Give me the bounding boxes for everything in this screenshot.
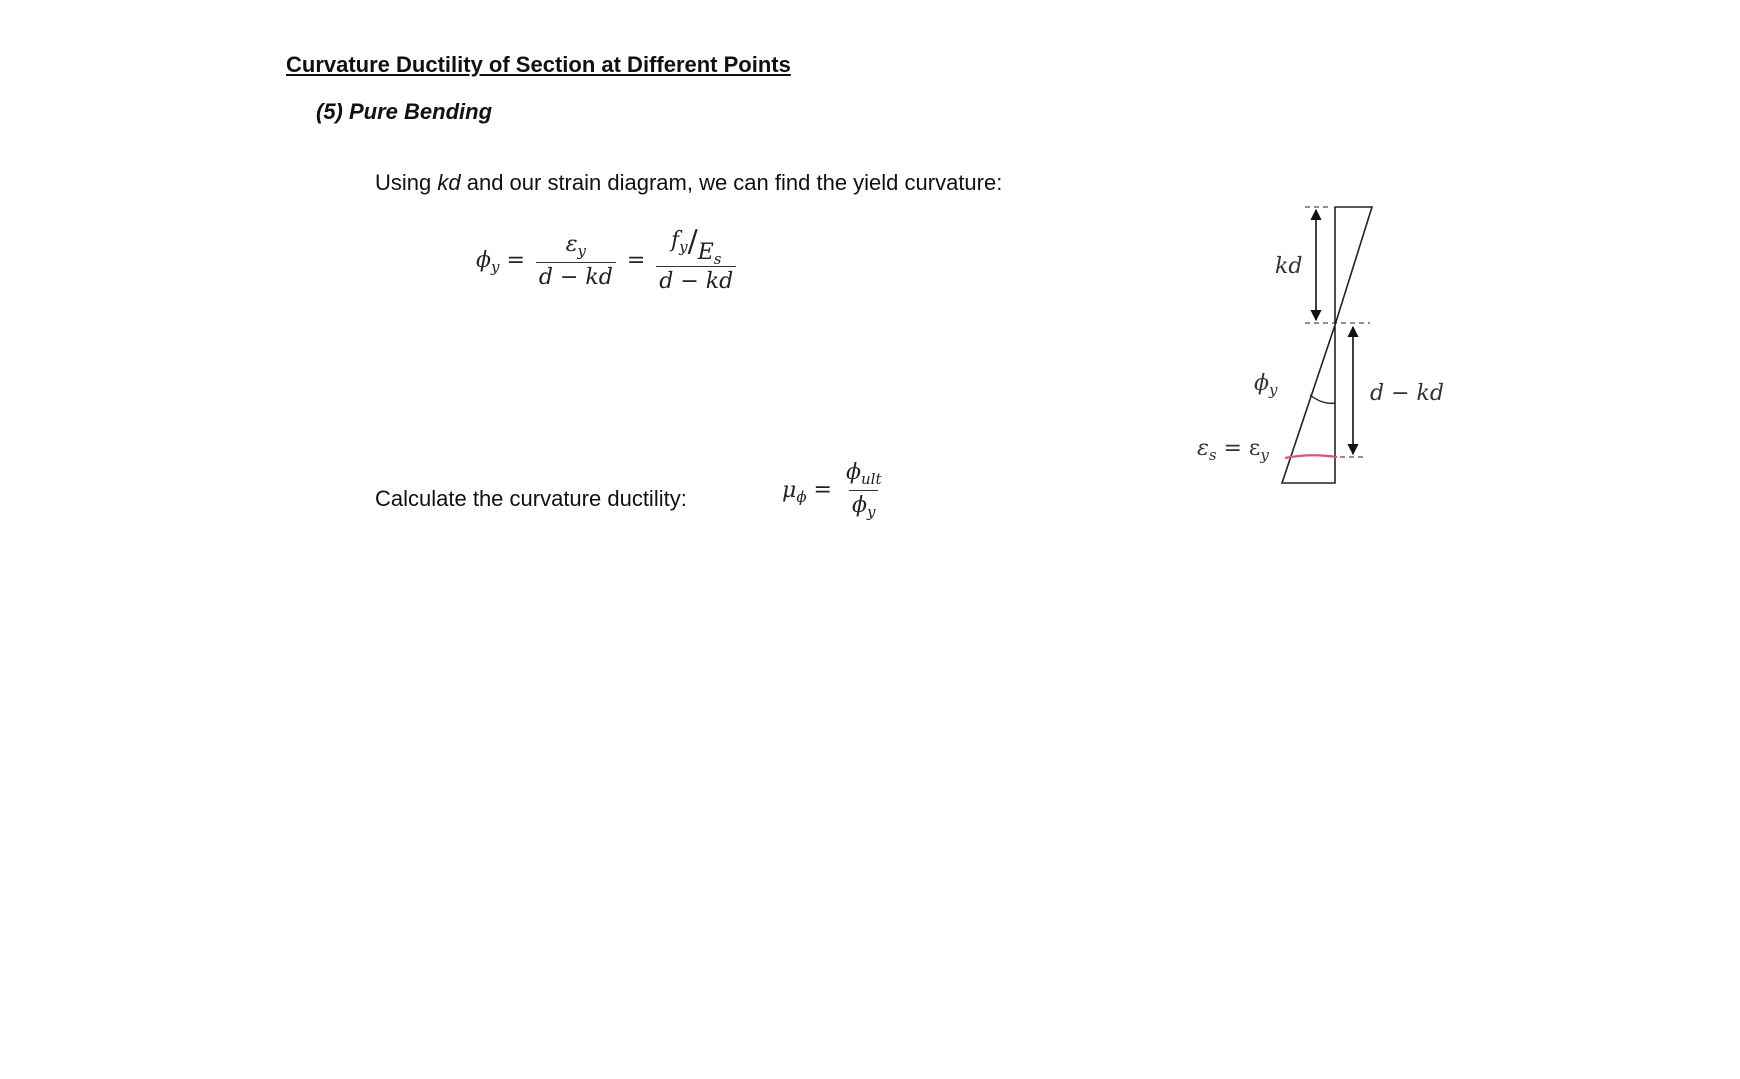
curvature-angle-arc (1310, 395, 1335, 403)
equals-sign-2: = (626, 248, 646, 273)
yield-curvature-equation (476, 224, 740, 294)
strain-equality-label: $\varepsilon_s = \varepsilon_y$ (1197, 436, 1269, 464)
steel-strain-line (1285, 455, 1337, 458)
curvature-ductility-equation (782, 460, 888, 521)
section-subtitle: (5) Pure Bending (316, 99, 493, 124)
kd-label: kd (1275, 254, 1303, 279)
d-minus-kd-label: d − kd (1370, 381, 1444, 406)
strain-diagram (1180, 195, 1470, 510)
strain-diagram-svg (1180, 195, 1470, 505)
intro-kd: kd (437, 170, 461, 195)
page-title: Curvature Ductility of Section at Different Points (286, 52, 791, 77)
ductility-fraction: $\frac{\phi_{ult}}{\phi_y}$ (845, 460, 882, 521)
compression-triangle (1335, 207, 1372, 325)
tension-triangle (1282, 325, 1335, 483)
equals-sign-1: = (506, 248, 525, 273)
phi-y-label: $\phi_y$ (1254, 371, 1278, 399)
strain-over-depth-fraction: $\frac{\varepsilon_y}{d - kd}$ (536, 232, 616, 290)
phi-y-lhs: $\phi_y$ (476, 248, 500, 276)
mu-phi-lhs: $\mu_\phi$ (782, 477, 807, 506)
ductility-label: Calculate the curvature ductility: (375, 486, 687, 511)
intro-paragraph (375, 170, 1002, 196)
stress-modulus-fraction: $\frac{f_y/E_s}{d - kd}$ (656, 228, 736, 294)
intro-text-before: Using (375, 170, 438, 195)
intro-text-after: and our strain diagram, we can find the yield curvature: (460, 170, 1003, 195)
equals-sign-3: = (813, 477, 832, 503)
